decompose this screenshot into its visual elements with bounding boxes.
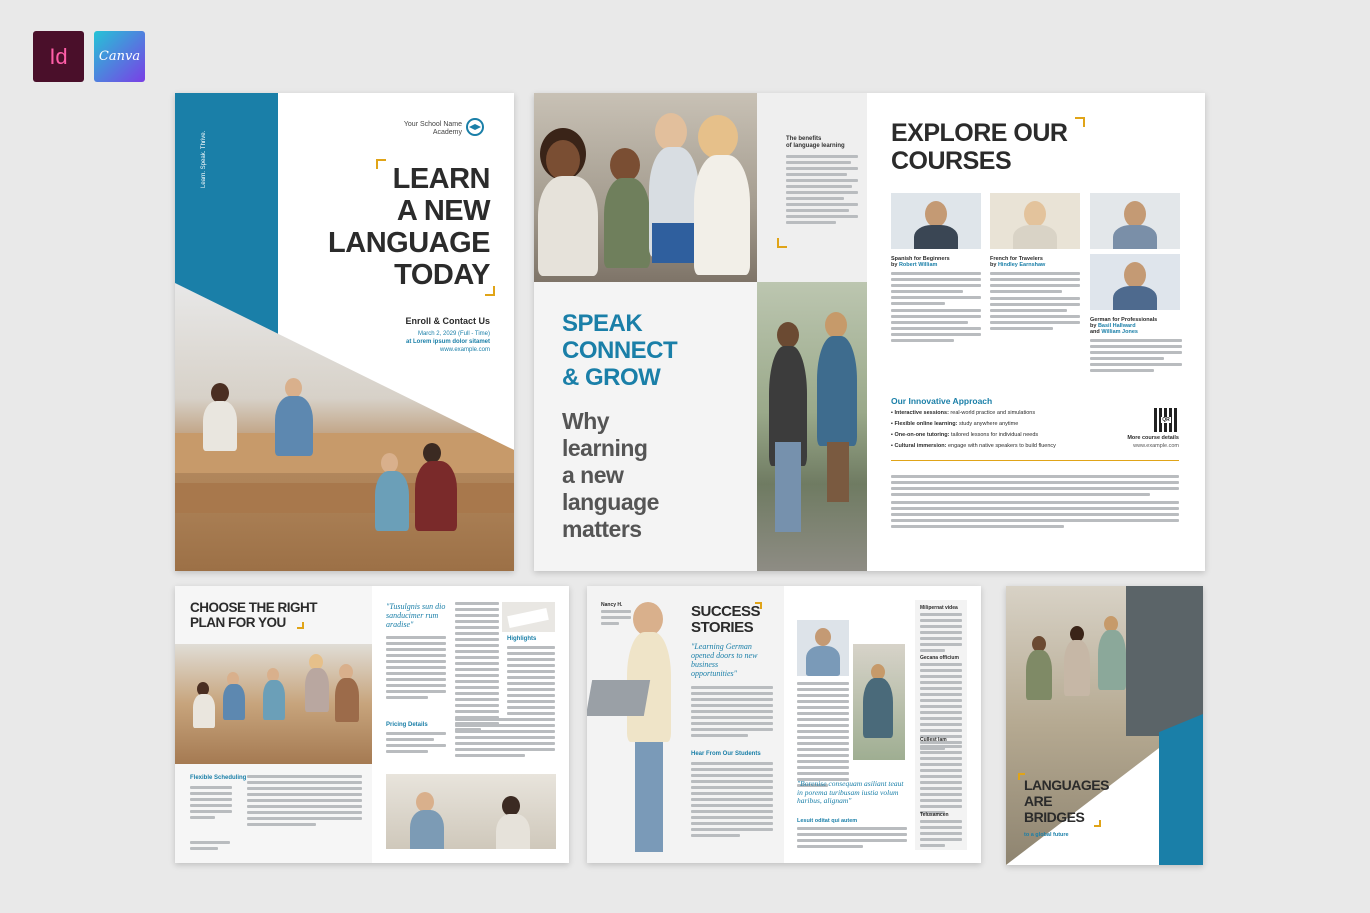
approach-item-2-label: Flexible online learning: <box>894 421 958 427</box>
benefits-column <box>757 93 867 282</box>
course-german <box>1090 317 1182 375</box>
canva-badge <box>94 31 145 82</box>
success-title-line-2: STORIES <box>691 619 754 636</box>
success-group-photo <box>853 644 905 760</box>
cover-title-line-1: LEARN <box>392 163 490 195</box>
courses-page <box>867 93 1205 571</box>
back-cover <box>1006 586 1203 865</box>
success-milipernat: Milipernat videa <box>920 605 958 611</box>
more-details: More course details <box>1127 435 1179 441</box>
approach-item-4-text: engage with native speakers to build fluency <box>946 443 1056 449</box>
success-sidebar <box>915 600 967 850</box>
plan-notebook-photo <box>502 602 555 632</box>
course-photo-spanish <box>891 193 981 249</box>
success-quote: "Learning German opened doors to new business opportunities" <box>691 642 758 678</box>
speak-line-3: & GROW <box>562 364 661 391</box>
course-photo-german-2 <box>1090 254 1180 310</box>
course-photo-german-1 <box>1090 193 1180 249</box>
course-french-title: French for Travelers <box>990 256 1043 262</box>
cover-photo <box>175 283 514 571</box>
why-line-2: learning <box>562 435 648 461</box>
why-line-4: language <box>562 489 659 515</box>
success-hear: Hear From Our Students <box>691 751 761 757</box>
plan-title-line-2: PLAN FOR YOU <box>190 615 286 630</box>
success-quote-2: "Borenise consequam asiliant teaut in porema turibusam iustia volum haribus, alignam" <box>797 779 904 805</box>
more-website: www.example.com <box>1133 443 1179 449</box>
cover-title-line-3: LANGUAGE <box>328 227 490 259</box>
approach-item-2-text: study anywhere anytime <box>957 421 1019 427</box>
school-name: Your School Name Academy <box>403 121 462 136</box>
speak-line-1: SPEAK <box>562 310 643 337</box>
success-student-photo <box>587 600 682 863</box>
plan-highlights: Highlights <box>507 636 537 642</box>
course-spanish-by: by <box>891 262 899 268</box>
course-german-teacher-2: William Jones <box>1101 329 1138 335</box>
course-german-title: German for Professionals <box>1090 317 1158 323</box>
cover-title-line-2: A NEW <box>396 195 490 227</box>
spread-success <box>587 586 981 863</box>
enroll-heading: Enroll & Contact Us <box>405 316 490 326</box>
cover-vertical-tagline: Learn. Speak. Thrive. <box>201 130 207 188</box>
why-line-3: a new <box>562 462 624 488</box>
students-group-photo <box>534 93 757 282</box>
course-french <box>990 256 1080 333</box>
plan-tutoring-photo <box>386 774 556 849</box>
approach-list: ▪ Interactive sessions: real-world practice and simulations ▪ Flexible online learning: study anywhere anytime ▪ One-on-one tutoring: tailored lessons for individual needs ▪ Cultural immersion: engage with native speakers to build fluency <box>891 410 1056 449</box>
success-title-line-1: SUCCESS <box>691 603 761 620</box>
spread-plan <box>175 586 569 863</box>
course-german-teacher: Basil Hallward <box>1097 323 1136 329</box>
cover-page <box>175 93 514 571</box>
flexible-heading: Flexible Scheduling <box>190 775 247 781</box>
approach-item-1-text: real-world practice and simulations <box>948 410 1036 416</box>
why-line-1: Why <box>562 408 610 434</box>
success-name-label: Nancy H. <box>601 602 623 608</box>
cover-title-line-4: TODAY <box>394 259 490 291</box>
cover-title <box>328 163 490 291</box>
back-subtitle: to a global future <box>1024 832 1069 838</box>
course-french-by: by <box>990 262 998 268</box>
plan-group-photo <box>175 644 372 764</box>
why-line-5: matters <box>562 516 642 542</box>
qr-label: QR <box>1162 417 1170 423</box>
event-website: www.example.com <box>439 347 490 353</box>
spread-courses <box>534 93 1205 571</box>
course-german-by: by <box>1090 323 1098 329</box>
approach-item-3-label: One-on-one tutoring: <box>894 432 950 438</box>
success-telusamcen: Telusamcen <box>920 812 949 818</box>
canva-badge-label: Canva <box>98 49 141 64</box>
event-date: March 2, 2029 (Full - Time) <box>417 331 490 337</box>
course-spanish <box>891 256 981 345</box>
course-spanish-teacher: Robert William <box>898 262 938 268</box>
back-title-line-2: ARE <box>1024 793 1053 809</box>
speak-line-2: CONNECT <box>562 337 678 364</box>
plan-quote: "Tusulgnis sun dio sanducimer rum aradise" <box>386 602 446 629</box>
success-lesuit: Lesuit oditat qui autem <box>797 818 858 824</box>
success-gecana: Gecana officium <box>920 655 959 661</box>
success-cullest: Cullest lam <box>920 737 947 743</box>
back-title-line-3: BRIDGES <box>1024 809 1085 825</box>
indesign-badge-label: Id <box>49 43 68 69</box>
course-french-teacher: Hindley Earnshaw <box>997 262 1046 268</box>
back-title-line-1: LANGUAGES <box>1024 777 1109 793</box>
school-logo-icon <box>460 118 490 136</box>
qr-code-icon <box>1154 408 1178 432</box>
plan-title-line-1: CHOOSE THE RIGHT <box>190 600 318 615</box>
speak-block <box>534 282 757 571</box>
indesign-badge <box>33 31 84 82</box>
benefits-title: The benefits of language learning <box>786 136 845 149</box>
walking-students-photo <box>757 282 867 571</box>
explore-line-1: EXPLORE OUR <box>891 119 1068 147</box>
success-man-photo <box>797 620 849 676</box>
approach-item-1-label: Interactive sessions: <box>894 410 949 416</box>
back-cover-blue-shape <box>1159 714 1203 865</box>
approach-item-3-text: tailored lessons for individual needs <box>949 432 1039 438</box>
course-german-and: and <box>1090 329 1102 335</box>
course-photo-french <box>990 193 1080 249</box>
course-spanish-title: Spanish for Beginners <box>891 256 950 262</box>
event-address: at Lorem ipsum dolor sitamet <box>405 339 490 345</box>
explore-line-2: COURSES <box>891 147 1012 175</box>
approach-item-4-label: Cultural immersion: <box>894 443 947 449</box>
approach-title: Our Innovative Approach <box>891 396 993 406</box>
plan-pricing: Pricing Details <box>386 722 428 728</box>
